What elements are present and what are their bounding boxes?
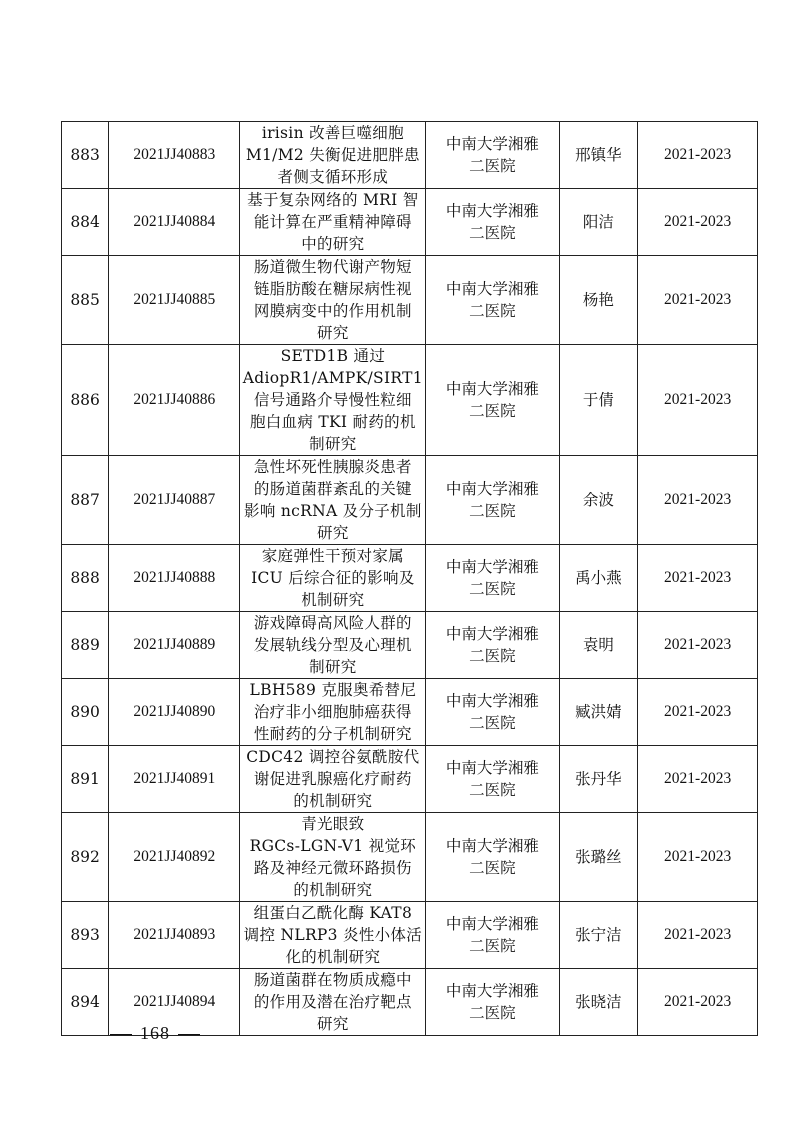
- project-title-line: 路及神经元微环路损伤: [253, 859, 412, 877]
- project-title: [240, 813, 426, 902]
- project-title: [240, 969, 426, 1036]
- project-period: 2021-2023: [638, 545, 758, 612]
- project-title-line: AdiopR1/AMPK/SIRT1: [242, 369, 423, 387]
- organization-line: 中南大学湘雅: [445, 280, 539, 298]
- project-title: [240, 122, 426, 189]
- row-number: 894: [62, 969, 109, 1036]
- organization-line: 中南大学湘雅: [445, 380, 539, 398]
- row-number: 893: [62, 902, 109, 969]
- organization-line: 中南大学湘雅: [445, 202, 539, 220]
- row-number: 888: [62, 545, 109, 612]
- project-title-line: 化的机制研究: [285, 948, 381, 966]
- project-title-line: 调控 NLRP3 炎性小体活: [243, 926, 423, 944]
- project-code: 2021JJ40887: [109, 456, 240, 545]
- page-number: 168: [140, 1023, 170, 1043]
- organization: [426, 679, 559, 746]
- project-title: [240, 545, 426, 612]
- organization-line: 中南大学湘雅: [445, 135, 539, 153]
- project-title-line: 者侧支循环形成: [277, 168, 389, 186]
- page-footer: [102, 1023, 208, 1044]
- project-code: 2021JJ40885: [109, 256, 240, 345]
- project-title: [240, 902, 426, 969]
- project-title-line: 基于复杂网络的 MRI 智: [247, 191, 419, 209]
- table-row: [62, 813, 758, 902]
- project-title-line: 网膜病变中的作用机制: [253, 302, 412, 320]
- project-period: 2021-2023: [638, 345, 758, 456]
- project-title-line: 青光眼致: [301, 815, 365, 833]
- principal-investigator: 张璐丝: [559, 813, 638, 902]
- project-title: [240, 746, 426, 813]
- project-title-line: 链脂肪酸在糖尿病性视: [253, 280, 412, 298]
- organization-line: 中南大学湘雅: [445, 837, 539, 855]
- row-number: 892: [62, 813, 109, 902]
- project-title-line: 游戏障碍高风险人群的: [253, 614, 412, 632]
- organization-line: 二医院: [469, 157, 516, 175]
- project-code: 2021JJ40891: [109, 746, 240, 813]
- project-title-line: irisin 改善巨噬细胞: [261, 124, 404, 142]
- principal-investigator: 臧洪婧: [559, 679, 638, 746]
- project-title-line: 影响 ncRNA 及分子机制: [244, 502, 422, 520]
- organization: [426, 456, 559, 545]
- principal-investigator: 杨艳: [559, 256, 638, 345]
- project-title-line: 机制研究: [301, 591, 365, 609]
- organization: [426, 969, 559, 1036]
- row-number: 889: [62, 612, 109, 679]
- organization-line: 中南大学湘雅: [445, 480, 539, 498]
- project-title-line: 中的研究: [301, 235, 365, 253]
- row-number: 890: [62, 679, 109, 746]
- table-row: [62, 545, 758, 612]
- table-row: [62, 746, 758, 813]
- project-title-line: 家庭弹性干预对家属: [261, 547, 404, 565]
- organization-line: 中南大学湘雅: [445, 915, 539, 933]
- organization-line: 二医院: [469, 302, 516, 320]
- organization-line: 中南大学湘雅: [445, 625, 539, 643]
- principal-investigator: 张晓洁: [559, 969, 638, 1036]
- project-table: [61, 121, 758, 1036]
- principal-investigator: 余波: [559, 456, 638, 545]
- project-code: 2021JJ40886: [109, 345, 240, 456]
- project-period: 2021-2023: [638, 813, 758, 902]
- project-code: 2021JJ40884: [109, 189, 240, 256]
- project-title-line: 研究: [317, 324, 349, 342]
- project-title: [240, 612, 426, 679]
- organization-line: 二医院: [469, 937, 516, 955]
- project-title: [240, 679, 426, 746]
- organization-line: 中南大学湘雅: [445, 759, 539, 777]
- project-period: 2021-2023: [638, 969, 758, 1036]
- footer-dash-right: [178, 1034, 200, 1035]
- project-title-line: 制研究: [309, 435, 357, 453]
- project-title: [240, 345, 426, 456]
- table-row: [62, 256, 758, 345]
- organization-line: 二医院: [469, 714, 516, 732]
- principal-investigator: 于倩: [559, 345, 638, 456]
- organization: [426, 545, 559, 612]
- project-period: 2021-2023: [638, 122, 758, 189]
- organization-line: 二医院: [469, 647, 516, 665]
- project-title-line: M1/M2 失衡促进肥胖患: [245, 146, 420, 164]
- project-title-line: 肠道微生物代谢产物短: [253, 258, 412, 276]
- project-code: 2021JJ40892: [109, 813, 240, 902]
- project-code: 2021JJ40888: [109, 545, 240, 612]
- organization: [426, 813, 559, 902]
- project-title-line: 胞白血病 TKI 耐药的机: [249, 413, 416, 431]
- principal-investigator: 禹小燕: [559, 545, 638, 612]
- table-row: [62, 902, 758, 969]
- project-period: 2021-2023: [638, 256, 758, 345]
- row-number: 891: [62, 746, 109, 813]
- organization: [426, 902, 559, 969]
- table-body: [62, 122, 758, 1036]
- organization-line: 二医院: [469, 502, 516, 520]
- row-number: 885: [62, 256, 109, 345]
- project-title-line: LBH589 克服奥希替尼: [249, 681, 417, 699]
- principal-investigator: 邢镇华: [559, 122, 638, 189]
- organization-line: 中南大学湘雅: [445, 692, 539, 710]
- project-period: 2021-2023: [638, 679, 758, 746]
- table-row: [62, 122, 758, 189]
- principal-investigator: 张丹华: [559, 746, 638, 813]
- table-row: [62, 612, 758, 679]
- project-title-line: 信号通路介导慢性粒细: [253, 391, 412, 409]
- table-row: [62, 345, 758, 456]
- project-code: 2021JJ40893: [109, 902, 240, 969]
- project-title-line: 治疗非小细胞肺癌获得: [253, 703, 412, 721]
- project-title-line: RGCs-LGN-V1 视觉环: [249, 837, 417, 855]
- project-title-line: 的机制研究: [293, 792, 373, 810]
- project-title-line: 研究: [317, 1015, 349, 1033]
- project-period: 2021-2023: [638, 456, 758, 545]
- project-title-line: 急性坏死性胰腺炎患者: [253, 458, 412, 476]
- organization: [426, 256, 559, 345]
- organization-line: 二医院: [469, 781, 516, 799]
- project-title-line: 性耐药的分子机制研究: [253, 725, 412, 743]
- project-period: 2021-2023: [638, 189, 758, 256]
- project-title-line: 研究: [317, 524, 349, 542]
- project-title-line: 制研究: [309, 658, 357, 676]
- project-title-line: 组蛋白乙酰化酶 KAT8: [253, 904, 413, 922]
- project-title: [240, 456, 426, 545]
- project-title-line: 能计算在严重精神障碍: [253, 213, 412, 231]
- project-period: 2021-2023: [638, 612, 758, 679]
- organization-line: 二医院: [469, 580, 516, 598]
- project-period: 2021-2023: [638, 902, 758, 969]
- project-code: 2021JJ40883: [109, 122, 240, 189]
- project-title-line: ICU 后综合征的影响及: [251, 569, 415, 587]
- table-row: [62, 456, 758, 545]
- project-title-line: 的肠道菌群紊乱的关键: [253, 480, 412, 498]
- organization-line: 二医院: [469, 1004, 516, 1022]
- principal-investigator: 张宁洁: [559, 902, 638, 969]
- row-number: 887: [62, 456, 109, 545]
- organization-line: 二医院: [469, 402, 516, 420]
- organization-line: 中南大学湘雅: [445, 558, 539, 576]
- project-title-line: SETD1B 通过: [280, 347, 386, 365]
- principal-investigator: 阳洁: [559, 189, 638, 256]
- organization-line: 二医院: [469, 224, 516, 242]
- row-number: 884: [62, 189, 109, 256]
- project-title: [240, 189, 426, 256]
- project-title-line: CDC42 调控谷氨酰胺代: [246, 748, 420, 766]
- organization: [426, 189, 559, 256]
- organization-line: 中南大学湘雅: [445, 982, 539, 1000]
- project-code: 2021JJ40894: [109, 969, 240, 1036]
- project-title-line: 谢促进乳腺癌化疗耐药: [253, 770, 412, 788]
- organization: [426, 746, 559, 813]
- project-title-line: 肠道菌群在物质成瘾中: [253, 971, 412, 989]
- project-title-line: 的作用及潜在治疗靶点: [253, 993, 412, 1011]
- organization: [426, 345, 559, 456]
- project-code: 2021JJ40889: [109, 612, 240, 679]
- project-title-line: 的机制研究: [293, 881, 373, 899]
- organization: [426, 612, 559, 679]
- row-number: 883: [62, 122, 109, 189]
- organization: [426, 122, 559, 189]
- project-code: 2021JJ40890: [109, 679, 240, 746]
- table-row: [62, 679, 758, 746]
- row-number: 886: [62, 345, 109, 456]
- organization-line: 二医院: [469, 859, 516, 877]
- project-title-line: 发展轨线分型及心理机: [253, 636, 412, 654]
- project-title: [240, 256, 426, 345]
- footer-dash-left: [110, 1034, 132, 1035]
- table-row: [62, 189, 758, 256]
- principal-investigator: 袁明: [559, 612, 638, 679]
- project-period: 2021-2023: [638, 746, 758, 813]
